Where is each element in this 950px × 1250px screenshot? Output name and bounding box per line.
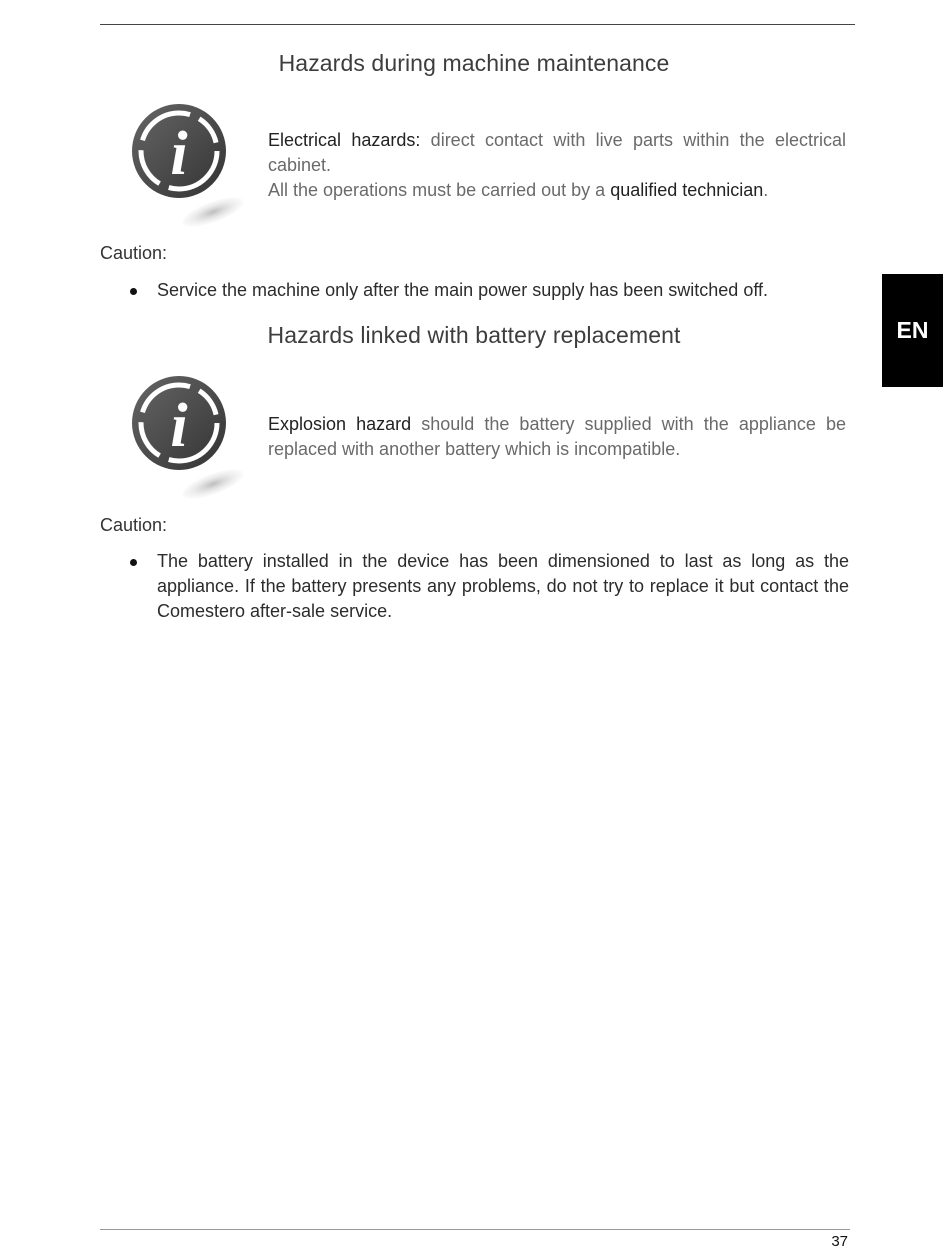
language-tab: EN (882, 274, 943, 387)
section-title-battery: Hazards linked with battery replacement (267, 322, 681, 348)
bullet-icon (130, 288, 137, 295)
list-item-text: Service the machine only after the main power supply has been switched off. (157, 280, 769, 300)
info-icon (127, 96, 249, 231)
caution-list (127, 278, 849, 303)
caution-list (127, 549, 849, 624)
bullet-icon (130, 559, 137, 566)
svg-text:i: i (170, 120, 188, 188)
list-item (127, 278, 849, 303)
note-lead: Electrical hazards: (268, 130, 421, 150)
list-item (127, 549, 849, 624)
note-lead: Explosion hazard (268, 414, 412, 434)
section-title-maintenance: Hazards during machine maintenance (278, 50, 670, 76)
info-icon (127, 368, 249, 503)
caution-label: Caution: (100, 243, 168, 263)
bottom-rule (100, 1229, 850, 1230)
explosion-hazard-note (268, 412, 846, 462)
top-rule (100, 24, 855, 25)
note-body: should the battery supplied with the appliance be replaced with another battery which is incompatible. (268, 414, 846, 459)
caution-label: Caution: (100, 515, 168, 535)
page-number: 37 (831, 1233, 848, 1250)
list-item-text: The battery installed in the device has been dimensioned to last as long as the appliance. If the battery presents any problems, do not try to replace it but contact the Comestero after-sale service. (157, 551, 849, 621)
note-line2-suffix: . (763, 180, 769, 200)
svg-text:i: i (170, 392, 188, 460)
note-body: direct contact with live parts within the electrical cabinet. (268, 130, 846, 175)
note-line2-prefix: All the operations must be carried out by a (268, 180, 611, 200)
electrical-hazard-note (268, 128, 846, 203)
note-line2-strong: qualified technician (610, 180, 764, 200)
